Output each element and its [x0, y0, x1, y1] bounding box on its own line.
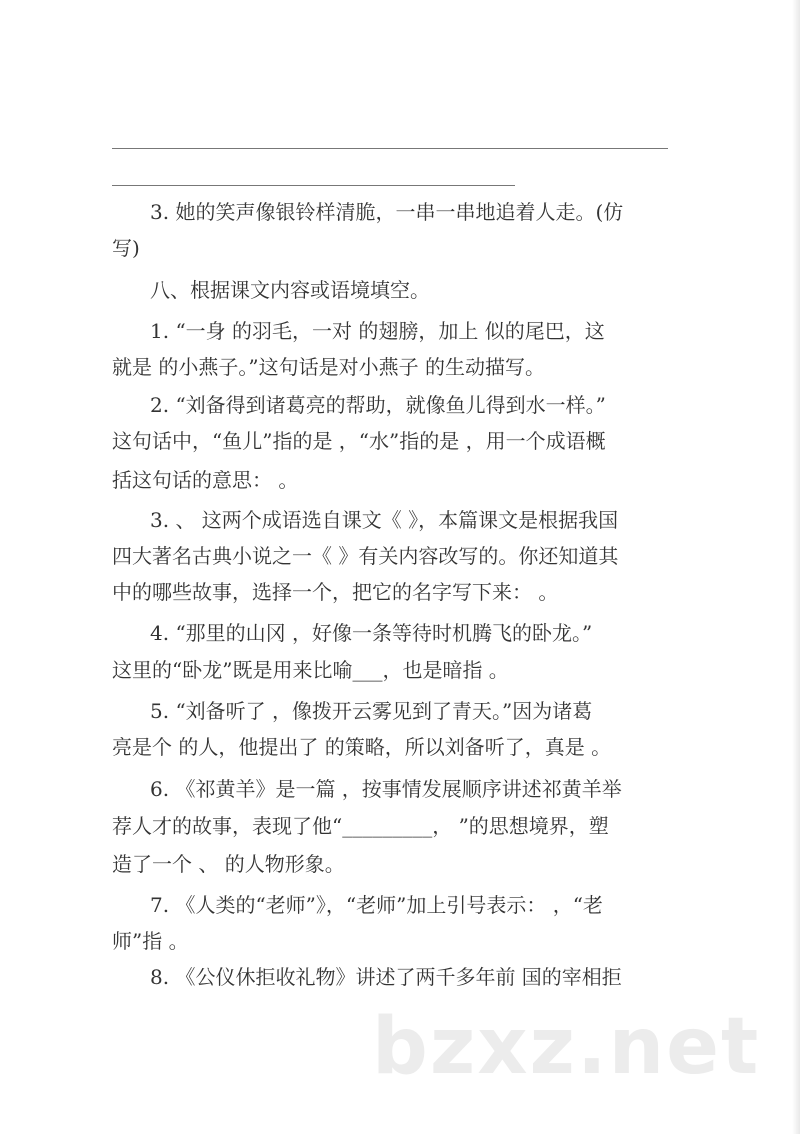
text-line: 写) [112, 236, 140, 260]
text-line: 7. 《人类的“老师”》，“老师”加上引号表示： ，“老 [150, 893, 603, 917]
text-line: 四大著名古典小说之一《 》有关内容改写的。你还知道其 [112, 544, 619, 568]
text-line: 1. “一身 的羽毛，一对 的翅膀，加上 似的尾巴，这 [150, 319, 605, 343]
text-line: 8. 《公仪休拒收礼物》讲述了两千多年前 国的宰相拒 [150, 965, 622, 989]
text-line: 这里的“卧龙”既是用来比喻___，也是暗指 。 [112, 658, 509, 682]
watermark: bzxz.net [372, 1002, 761, 1092]
text-line: 5. “刘备听了 ，像拨开云雾见到了青天。”因为诸葛 [150, 699, 593, 723]
text-line: 荐人才的故事，表现了他“_________， ”的思想境界，塑 [112, 814, 609, 838]
page-edge-shadow [792, 0, 800, 1134]
text-line: 6. 《祁黄羊》是一篇 ，按事情发展顺序讲述祁黄羊举 [150, 777, 622, 801]
text-line: 亮是个 的人，他提出了 的策略，所以刘备听了，真是 。 [112, 735, 612, 759]
text-line: 师”指 。 [112, 929, 189, 953]
text-line: 中的哪些故事，选择一个，把它的名字写下来： 。 [112, 580, 559, 604]
section-heading: 八、根据课文内容或语境填空。 [150, 278, 430, 302]
text-line: 4. “那里的山冈 ，好像一条等待时机腾飞的卧龙。” [150, 621, 593, 645]
text-line: 这句话中，“鱼儿”指的是 ，“水”指的是 ，用一个成语概 [112, 429, 606, 453]
text-line: 2. “刘备得到诸葛亮的帮助，就像鱼儿得到水一样。” [150, 393, 606, 417]
answer-line [112, 185, 515, 186]
text-line: 括这句话的意思： 。 [112, 468, 299, 492]
text-line: 3. 、 这两个成语选自课文《 》，本篇课文是根据我国 [150, 508, 619, 532]
text-line: 造了一个 、 的人物形象。 [112, 852, 345, 876]
text-line: 就是 的小燕子。”这句话是对小燕子 的生动描写。 [112, 355, 545, 379]
text-line: 3. 她的笑声像银铃样清脆，一串一串地追着人走。(仿 [150, 200, 624, 224]
answer-line [112, 148, 668, 149]
